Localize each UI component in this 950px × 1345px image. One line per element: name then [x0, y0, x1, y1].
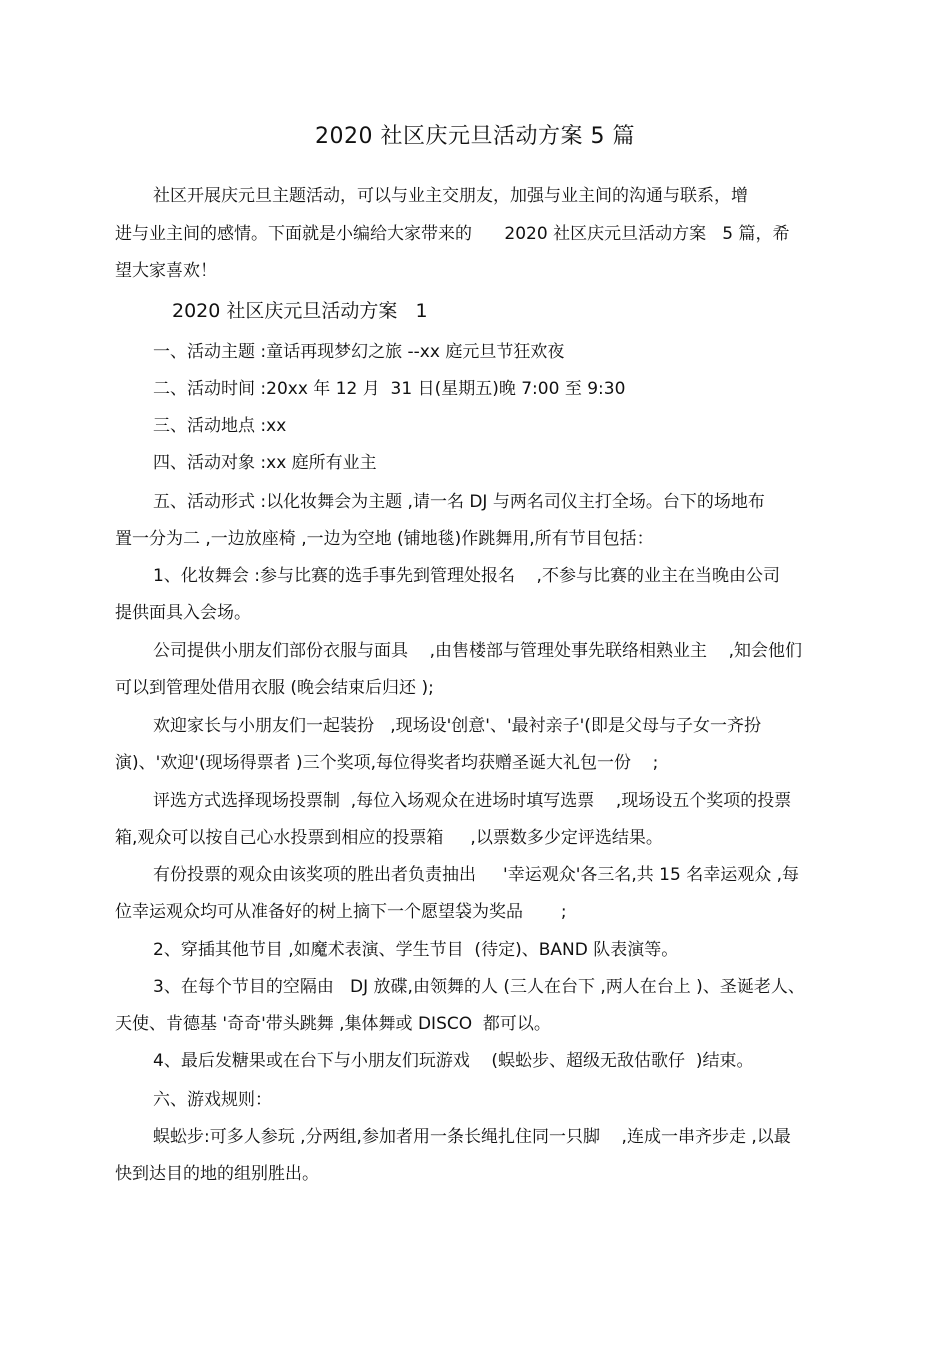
intro-line: 进与业主间的感情。下面就是小编给大家带来的 2020 社区庆元旦活动方案 5 篇，希 [115, 224, 790, 244]
paragraph-line: 可以到管理处借用衣服 (晚会结束后归还 ); [115, 678, 434, 698]
intro-line: 望大家喜欢！ [115, 261, 217, 281]
document-title: 2020 社区庆元旦活动方案 5 篇 [315, 124, 635, 149]
item-location: 三、活动地点 :xx [153, 416, 287, 436]
item-time: 二、活动时间 :20xx 年 12 月 31 日(星期五)晚 7:00 至 9:30 [153, 379, 626, 399]
item-audience: 四、活动对象 :xx 庭所有业主 [153, 453, 377, 473]
paragraph-line: 欢迎家长与小朋友们一起装扮 ,现场设'创意'、'最衬亲子'(即是父母与子女一齐扮 [153, 716, 761, 736]
paragraph-line: 评选方式选择现场投票制 ,每位入场观众在进场时填写选票 ,现场设五个奖项的投票 [153, 791, 792, 811]
section-title: 2020 社区庆元旦活动方案 1 [172, 300, 428, 322]
paragraph-line: 3、在每个节目的空隔由 DJ 放碟,由领舞的人 (三人在台下 ,两人在台上 )、圣诞老人、 [153, 977, 805, 997]
section-heading: 六、游戏规则： [153, 1090, 272, 1110]
paragraph-line: 4、最后发糖果或在台下与小朋友们玩游戏 (蜈蚣步、超级无敌估歌仔 )结束。 [153, 1051, 754, 1071]
paragraph-line: 提供面具入会场。 [115, 603, 251, 623]
paragraph-line: 位幸运观众均可从准备好的树上摘下一个愿望袋为奖品 ; [115, 902, 567, 922]
paragraph-line: 箱,观众可以按自己心水投票到相应的投票箱 ,以票数多少定评选结果。 [115, 828, 663, 848]
item-theme: 一、活动主题 :童话再现梦幻之旅 --xx 庭元旦节狂欢夜 [153, 342, 565, 362]
paragraph-line: 快到达目的地的组别胜出。 [115, 1164, 319, 1184]
paragraph-line: 五、活动形式 :以化妆舞会为主题 ,请一名 DJ 与两名司仪主打全场。台下的场地布 [153, 492, 765, 512]
paragraph-line: 天使、肯德基 '奇奇'带头跳舞 ,集体舞或 DISCO 都可以。 [115, 1014, 551, 1034]
paragraph-line: 公司提供小朋友们部份衣服与面具 ,由售楼部与管理处事先联络相熟业主 ,知会他们 [153, 641, 803, 661]
paragraph-line: 蜈蚣步:可多人参玩 ,分两组,参加者用一条长绳扎住同一只脚 ,连成一串齐步走 ,以最 [153, 1127, 791, 1147]
paragraph-line: 2、穿插其他节目 ,如魔术表演、学生节目 (待定)、BAND 队表演等。 [153, 940, 679, 960]
paragraph-line: 置一分为二 ,一边放座椅 ,一边为空地 (铺地毯)作跳舞用,所有节目包括： [115, 529, 654, 549]
paragraph-line: 1、化妆舞会 :参与比赛的选手事先到管理处报名 ,不参与比赛的业主在当晚由公司 [153, 566, 780, 586]
paragraph-line: 有份投票的观众由该奖项的胜出者负责抽出 '幸运观众'各三名,共 15 名幸运观众 ,每 [153, 865, 800, 885]
intro-line: 社区开展庆元旦主题活动，可以与业主交朋友，加强与业主间的沟通与联系，增 [153, 186, 748, 206]
paragraph-line: 演)、'欢迎'(现场得票者 )三个奖项,每位得奖者均获赠圣诞大礼包一份 ; [115, 753, 659, 773]
